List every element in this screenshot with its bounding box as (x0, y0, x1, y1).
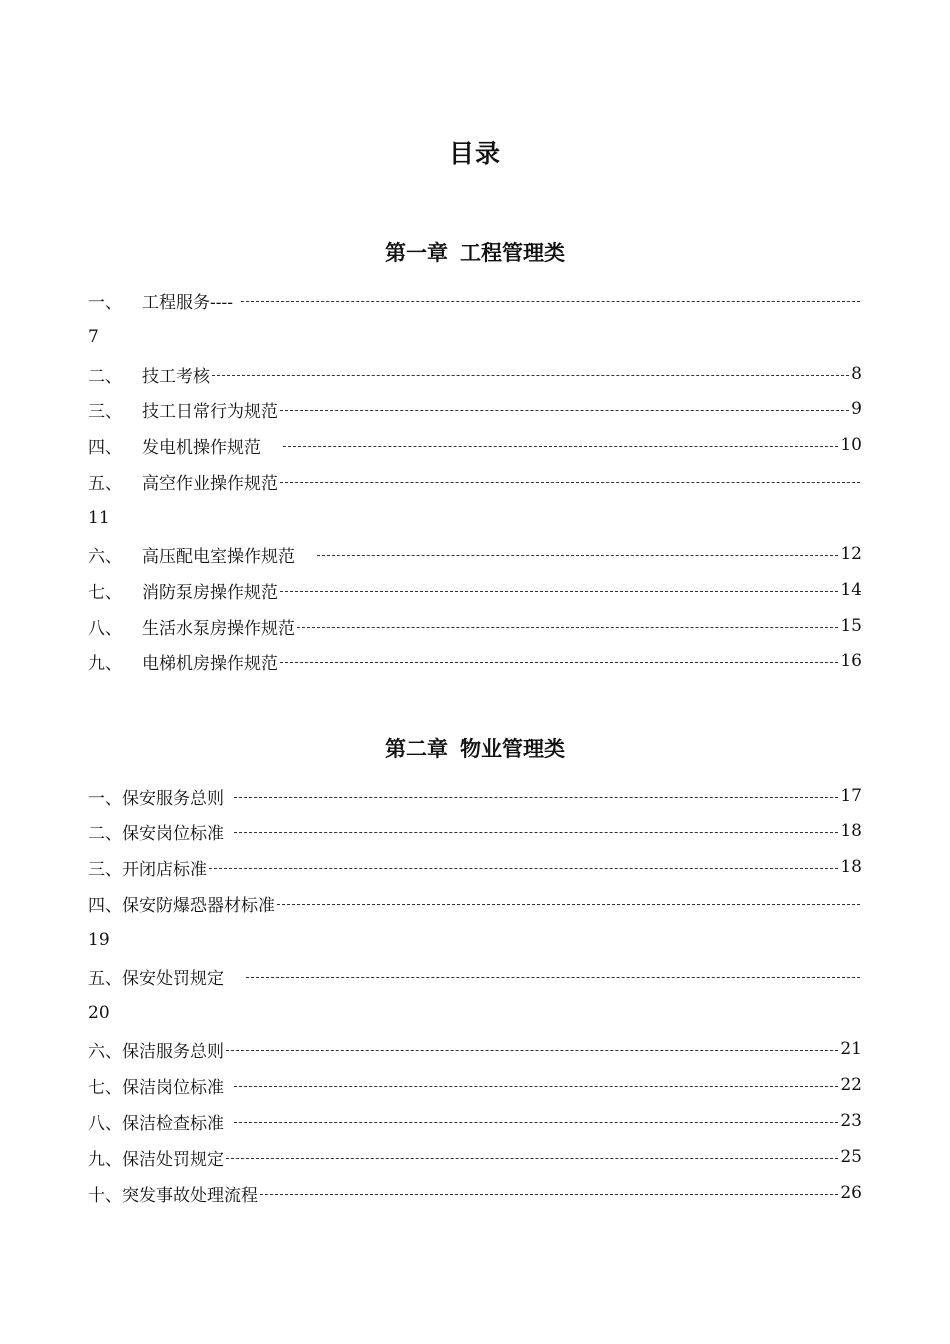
toc-leader (277, 904, 860, 905)
toc-entry[interactable] (88, 783, 862, 809)
toc-page-number: 25 (840, 1147, 862, 1167)
toc-index: 八、 (88, 618, 122, 639)
toc-entry[interactable] (88, 287, 862, 313)
toc-leader (280, 410, 849, 411)
toc-page-number: 23 (840, 1111, 862, 1131)
toc-title: 电梯机房操作规范 (142, 653, 278, 674)
toc-index: 五、 (88, 473, 122, 494)
toc-leader (280, 482, 860, 483)
toc-leader (317, 555, 838, 556)
toc-entry[interactable] (88, 648, 862, 674)
toc-entry[interactable] (88, 854, 862, 880)
toc-entry[interactable] (88, 577, 862, 603)
toc-entry[interactable] (88, 432, 862, 458)
chapter-heading (0, 237, 950, 267)
toc-index: 一、 (88, 292, 122, 313)
toc-page-number: 26 (840, 1183, 862, 1203)
toc-leader (297, 627, 838, 628)
toc-title: 保安处罚规定 (122, 968, 224, 989)
toc-title: 开闭店标准 (122, 859, 207, 880)
chapter-number: 第二章 (385, 737, 448, 761)
toc-page-number: 10 (840, 435, 862, 455)
chapter-name: 工程管理类 (460, 241, 565, 265)
toc-leader (283, 446, 838, 447)
toc-title: 技工日常行为规范 (142, 401, 278, 422)
toc-page-number: 8 (851, 364, 862, 384)
toc-title: 保安防爆恐器材标准 (122, 895, 275, 916)
toc-index: 六、 (88, 1041, 122, 1062)
toc-title: 保洁服务总则 (122, 1041, 224, 1062)
toc-entry[interactable] (88, 1108, 862, 1134)
toc-entry[interactable] (88, 890, 862, 916)
toc-index: 四、 (88, 437, 122, 458)
toc-leader (212, 375, 849, 376)
toc-index: 二、 (88, 823, 122, 844)
chapter-name: 物业管理类 (460, 737, 565, 761)
chapter-heading (0, 733, 950, 763)
toc-page-number: 14 (840, 580, 862, 600)
toc-index: 四、 (88, 895, 122, 916)
toc-page-number: 18 (840, 821, 862, 841)
toc-title: 发电机操作规范 (142, 437, 261, 458)
toc-index: 十、 (88, 1185, 122, 1206)
toc-entry[interactable] (88, 396, 862, 422)
toc-index: 三、 (88, 859, 122, 880)
toc-entry[interactable] (88, 1072, 862, 1098)
toc-page-number: 20 (88, 1003, 110, 1023)
toc-title: 保安服务总则 (122, 788, 224, 809)
toc-leader (260, 1194, 838, 1195)
toc-leader (226, 1158, 838, 1159)
toc-leader (234, 1086, 838, 1087)
toc-leader (241, 301, 860, 302)
toc-index: 一、 (88, 788, 122, 809)
toc-entry[interactable] (88, 1144, 862, 1170)
toc-leader (246, 977, 860, 978)
toc-title: 突发事故处理流程 (122, 1185, 258, 1206)
toc-index: 五、 (88, 968, 122, 989)
toc-title: 保洁处罚规定 (122, 1149, 224, 1170)
toc-title: 工程服务---- (142, 292, 233, 313)
toc-page-number: 18 (840, 857, 862, 877)
toc-entry[interactable] (88, 613, 862, 639)
toc-page-number: 21 (840, 1039, 862, 1059)
toc-index: 八、 (88, 1113, 122, 1134)
toc-leader (226, 1050, 838, 1051)
toc-index: 六、 (88, 546, 122, 567)
toc-leader (234, 797, 838, 798)
toc-page-number: 12 (840, 544, 862, 564)
toc-page-number: 16 (840, 651, 862, 671)
toc-page-number: 19 (88, 930, 110, 950)
toc-leader (234, 832, 838, 833)
toc-title: 高压配电室操作规范 (142, 546, 295, 567)
toc-page-number: 17 (840, 786, 862, 806)
toc-entry[interactable] (88, 468, 862, 494)
toc-leader (234, 1122, 838, 1123)
toc-leader (280, 591, 838, 592)
toc-title: 保洁检查标准 (122, 1113, 224, 1134)
page-title: 目录 (448, 139, 501, 168)
toc-title: 技工考核 (142, 366, 210, 387)
toc-page-number: 11 (88, 508, 110, 528)
toc-title: 消防泵房操作规范 (142, 582, 278, 603)
toc-page-number: 7 (88, 327, 99, 347)
chapter-number: 第一章 (385, 241, 448, 265)
toc-page-number: 15 (840, 616, 862, 636)
toc-index: 二、 (88, 366, 122, 387)
toc-title: 高空作业操作规范 (142, 473, 278, 494)
toc-entry[interactable] (88, 361, 862, 387)
toc-index: 九、 (88, 653, 122, 674)
toc-entry[interactable] (88, 818, 862, 844)
toc-title: 保安岗位标准 (122, 823, 224, 844)
toc-entry[interactable] (88, 1180, 862, 1206)
toc-page-number: 22 (840, 1075, 862, 1095)
toc-index: 三、 (88, 401, 122, 422)
toc-leader (280, 662, 838, 663)
toc-leader (209, 868, 838, 869)
toc-page-number: 9 (851, 399, 862, 419)
toc-index: 七、 (88, 582, 122, 603)
toc-index: 七、 (88, 1077, 122, 1098)
toc-entry[interactable] (88, 1036, 862, 1062)
toc-index: 九、 (88, 1149, 122, 1170)
toc-title: 保洁岗位标准 (122, 1077, 224, 1098)
toc-title: 生活水泵房操作规范 (142, 618, 295, 639)
toc-entry[interactable] (88, 541, 862, 567)
toc-entry[interactable] (88, 963, 862, 989)
